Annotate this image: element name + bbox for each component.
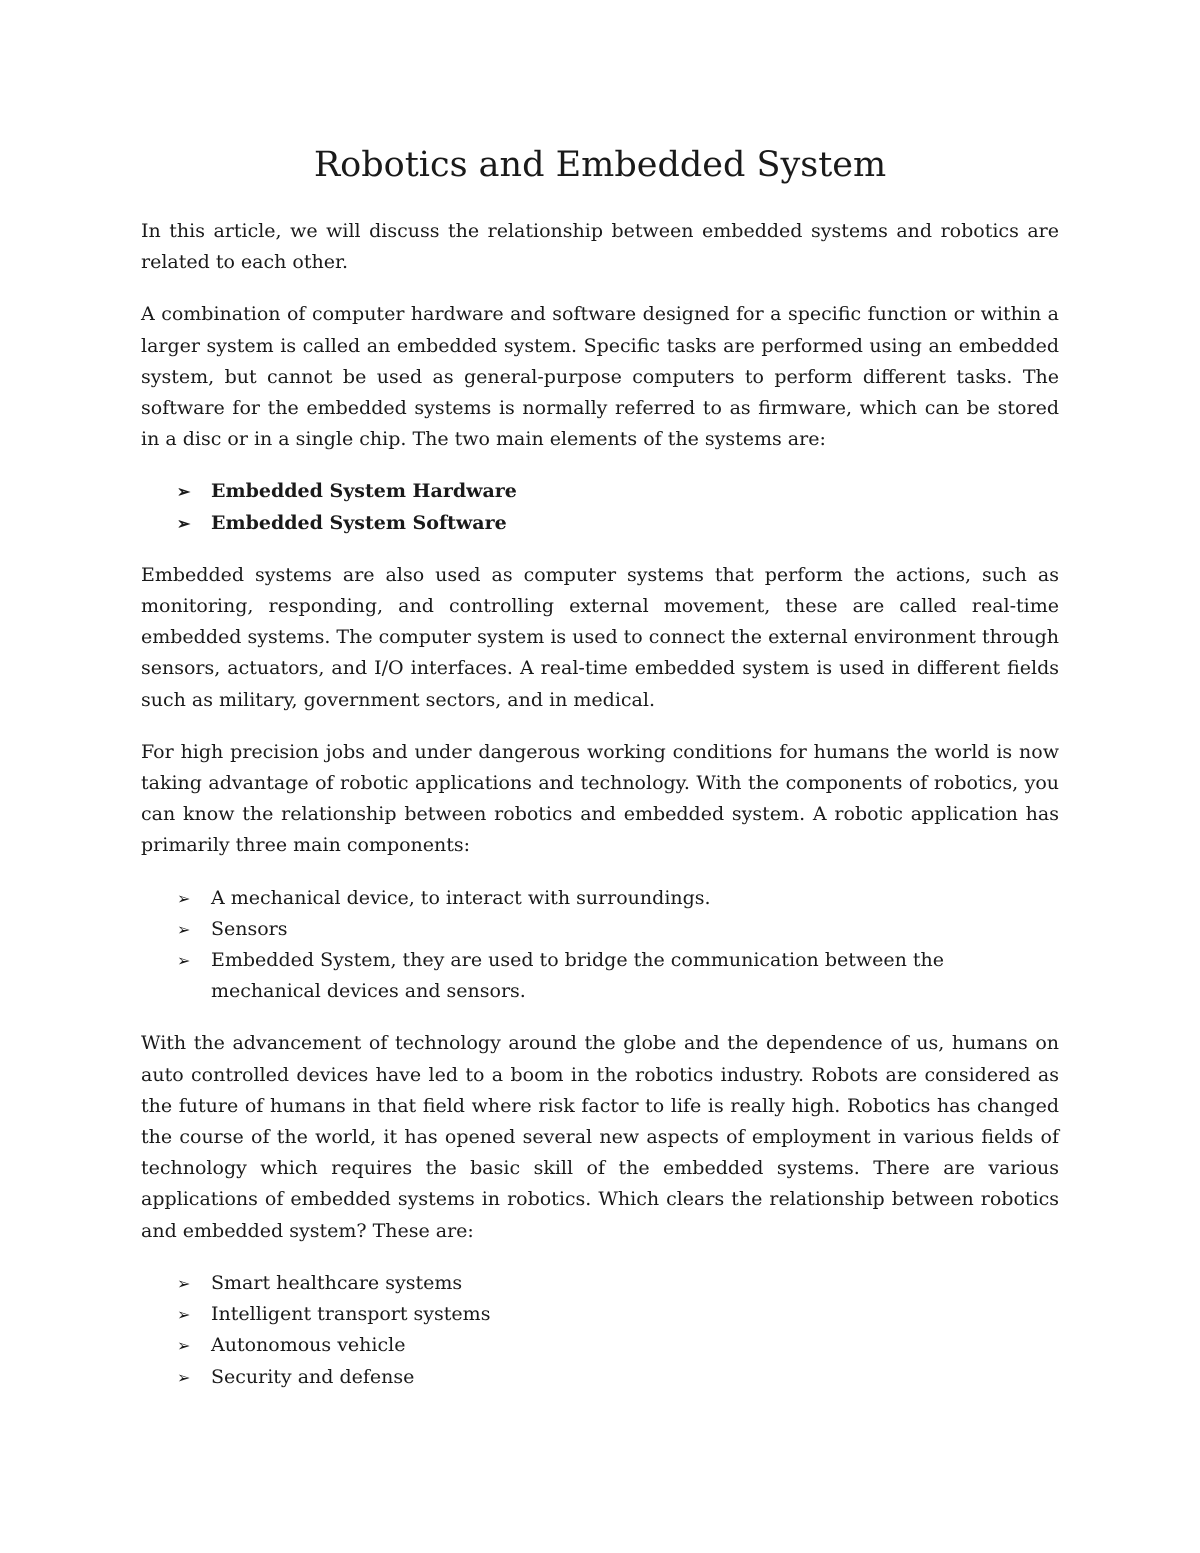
list-item-text: Intelligent transport systems (211, 1303, 491, 1326)
arrow-bullet-icon: ➢ (177, 1273, 191, 1293)
robotics-paragraph: For high precision jobs and under dangerous working conditions for humans the world is now taking advantage of robotic applications and technology. With the components of robotics, you can know the relationship between robotics and embedded system. A robotic application has primarily three main components: (141, 740, 1059, 857)
applications-list (141, 1268, 1059, 1393)
list-item-text: Autonomous vehicle (211, 1334, 406, 1357)
list-item-text: Security and defense (211, 1365, 415, 1388)
list-item-text: Sensors (211, 917, 288, 940)
arrow-bullet-icon: ➢ (177, 919, 191, 939)
components-list (141, 883, 1059, 1008)
document-title: Robotics and Embedded System (313, 145, 887, 185)
intro-paragraph: In this article, we will discuss the relationship between embedded systems and robotics are related to each other. (141, 220, 1059, 274)
elements-list (141, 476, 1059, 538)
list-item (141, 1299, 1059, 1330)
definition-paragraph: A combination of computer hardware and software designed for a specific function or within a larger system is called an embedded system. Specific tasks are performed using an embedded system, but cannot be used as general-purpose computers to perform different tasks. The software for the embedded systems is normally referred to as firmware, which can be stored in a disc or in a single chip. The two main elements of the systems are: (141, 303, 1059, 451)
realtime-paragraph: Embedded systems are also used as computer systems that perform the actions, such as monitoring, responding, and controlling external movement, these are called real-time embedded systems. The computer system is used to connect the external environment through sensors, actuators, and I/O interfaces. A real-time embedded system is used in different fields such as military, government sectors, and in medical. (141, 563, 1059, 711)
list-item (141, 476, 1059, 507)
list-item (141, 508, 1059, 539)
list-item-text: Embedded System Hardware (211, 480, 517, 503)
arrow-bullet-icon: ➢ (177, 1305, 191, 1325)
list-item (141, 1330, 1059, 1361)
list-item-text: Embedded System, they are used to bridge the communication between the mechanical devices and sensors. (211, 949, 945, 1003)
document-page (141, 140, 1059, 1414)
arrow-bullet-icon: ➢ (177, 1367, 191, 1387)
arrow-bullet-icon: ➢ (177, 513, 191, 533)
arrow-bullet-icon: ➢ (177, 888, 191, 908)
list-item-text: Smart healthcare systems (211, 1271, 463, 1294)
advancement-paragraph: With the advancement of technology around the globe and the dependence of us, humans on auto controlled devices have led to a boom in the robotics industry. Robots are considered as the future of humans in that field where risk factor to life is really high. Robotics has changed the course of the world, it has opened several new aspects of employment in various fields of technology which requires the basic skill of the embedded systems. There are various applications of embedded systems in robotics. Which clears the relationship between robotics and embedded system? These are: (141, 1032, 1059, 1242)
list-item (141, 1268, 1059, 1299)
arrow-bullet-icon: ➢ (177, 951, 191, 971)
arrow-bullet-icon: ➢ (177, 482, 191, 502)
arrow-bullet-icon: ➢ (177, 1336, 191, 1356)
list-item-text: Embedded System Software (211, 511, 507, 534)
list-item (141, 883, 1059, 914)
list-item (141, 914, 1059, 945)
list-item-text: A mechanical device, to interact with surroundings. (211, 886, 711, 909)
list-item (141, 945, 1059, 1007)
list-item (141, 1362, 1059, 1393)
